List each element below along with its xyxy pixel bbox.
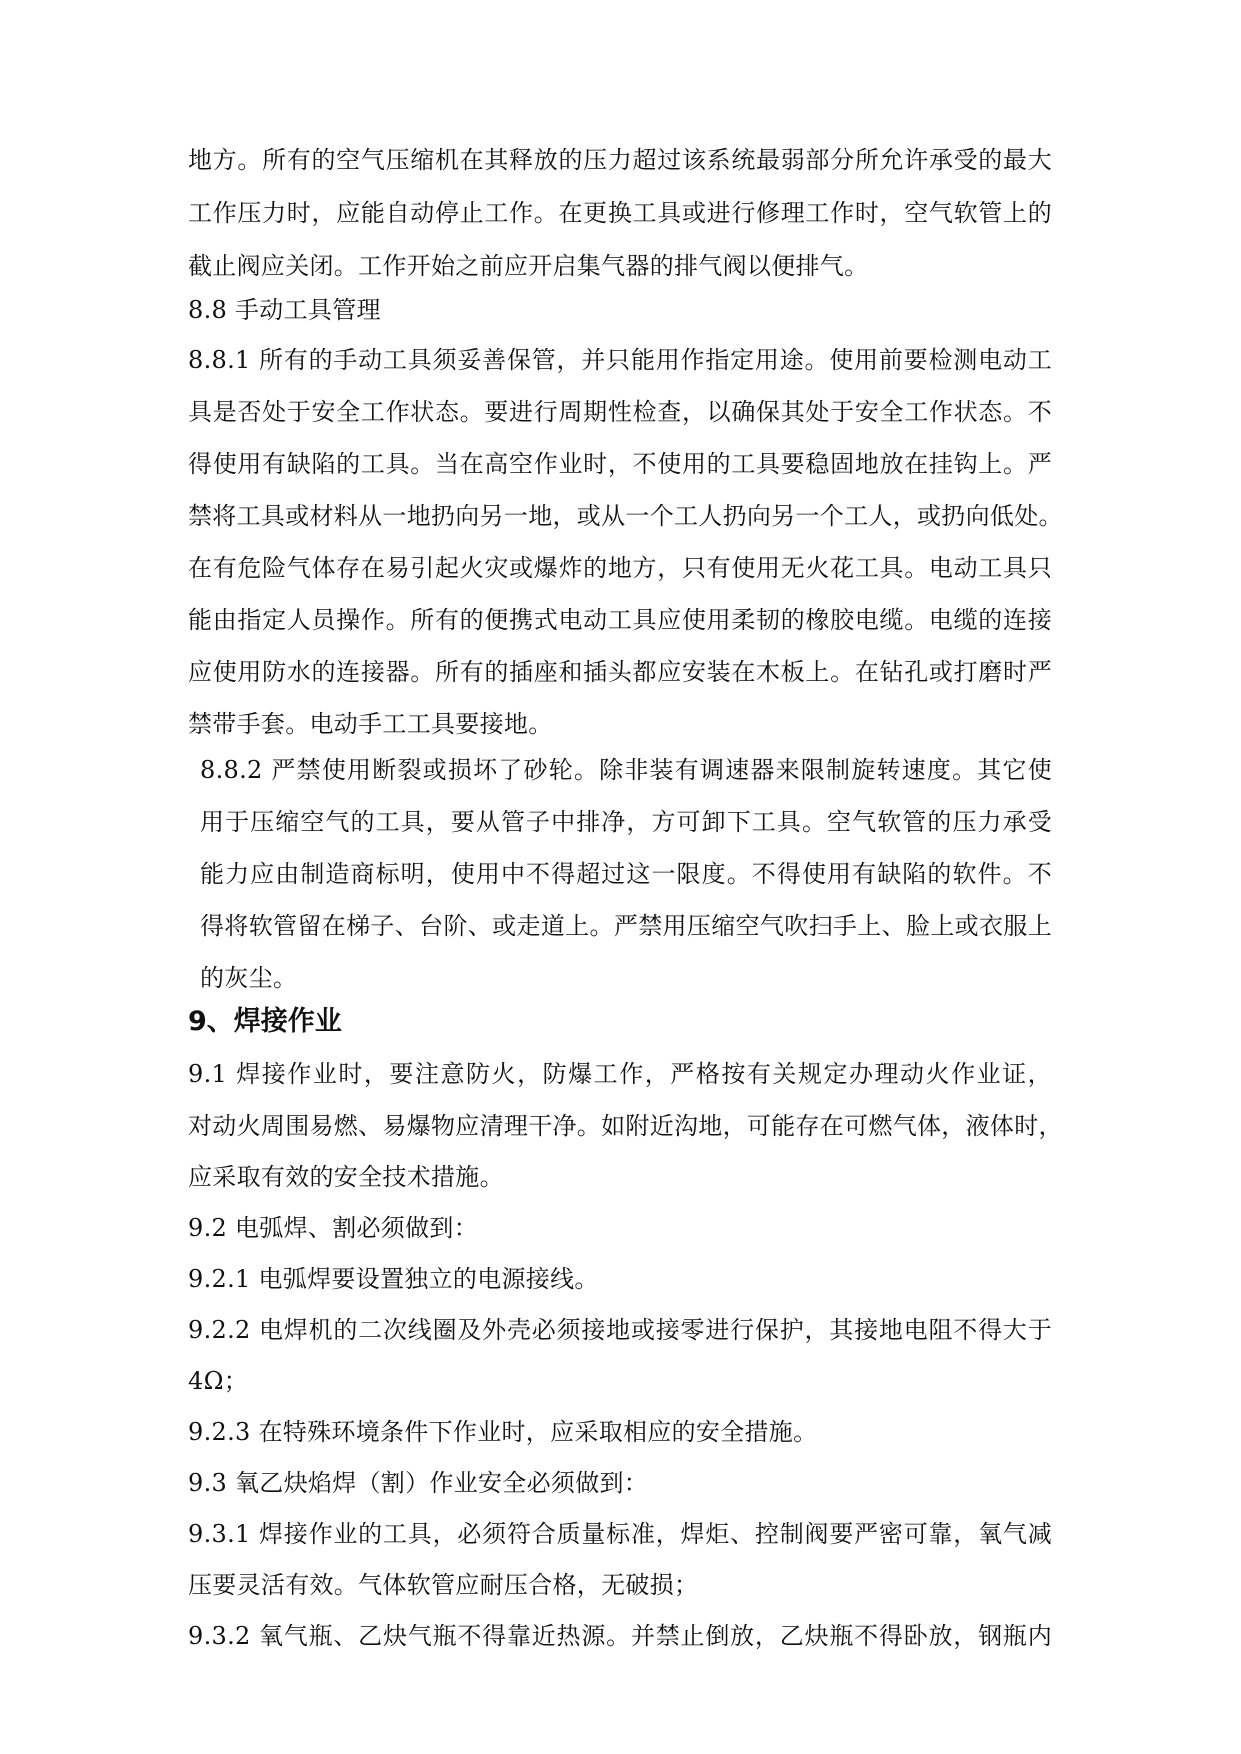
paragraph-line: 9.2.2 电焊机的二次线圈及外壳必须接地或接零进行保护，其接地电阻不得大于 <box>188 1316 1052 1344</box>
paragraph-line: 9.3.1 焊接作业的工具，必须符合质量标准，焊炬、控制阀要严密可靠，氧气减 <box>188 1520 1052 1548</box>
paragraph-line: 9.3.2 氧气瓶、乙炔气瓶不得靠近热源。并禁止倒放，乙炔瓶不得卧放，钢瓶内 <box>188 1622 1052 1650</box>
paragraph-line: 得将软管留在梯子、台阶、或走道上。严禁用压缩空气吹扫手上、脸上或衣服上 <box>200 912 1052 940</box>
paragraph-line: 应采取有效的安全技术措施。 <box>188 1163 504 1191</box>
paragraph-line: 对动火周围易燃、易爆物应清理干净。如附近沟地，可能存在可燃气体，液体时， <box>188 1112 1063 1140</box>
paragraph-line: 8.8.1 所有的手动工具须妥善保管，并只能用作指定用途。使用前要检测电动工 <box>188 346 1052 374</box>
paragraph-line: 9.1 焊接作业时，要注意防火，防爆工作，严格按有关规定办理动火作业证， <box>188 1060 1052 1088</box>
paragraph-line: 能由指定人员操作。所有的便携式电动工具应使用柔韧的橡胶电缆。电缆的连接 <box>188 606 1052 634</box>
paragraph-line: 压要灵活有效。气体软管应耐压合格，无破损； <box>188 1571 699 1599</box>
paragraph-line: 能力应由制造商标明，使用中不得超过这一限度。不得使用有缺陷的软件。不 <box>200 860 1052 888</box>
section-heading-9-3: 9.3 氧乙炔焰焊（割）作业安全必须做到： <box>188 1469 649 1497</box>
section-heading-8-8: 8.8 手动工具管理 <box>188 296 381 324</box>
paragraph-line: 9.2.1 电弧焊要设置独立的电源接线。 <box>188 1265 599 1293</box>
paragraph-line: 地方。所有的空气压缩机在其释放的压力超过该系统最弱部分所允许承受的最大 <box>188 146 1052 174</box>
paragraph-line: 禁将工具或材料从一地扔向另一地，或从一个工人扔向另一个工人，或扔向低处。 <box>188 502 1063 530</box>
paragraph-line: 得使用有缺陷的工具。当在高空作业时，不使用的工具要稳固地放在挂钩上。严 <box>188 450 1052 478</box>
paragraph-line: 工作压力时，应能自动停止工作。在更换工具或进行修理工作时，空气软管上的 <box>188 199 1052 227</box>
paragraph-line: 在有危险气体存在易引起火灾或爆炸的地方，只有使用无火花工具。电动工具只 <box>188 554 1052 582</box>
paragraph-line: 的灰尘。 <box>200 964 298 992</box>
paragraph-line: 应使用防水的连接器。所有的插座和插头都应安装在木板上。在钻孔或打磨时严 <box>188 658 1052 686</box>
paragraph-line: 具是否处于安全工作状态。要进行周期性检查，以确保其处于安全工作状态。不 <box>188 398 1052 426</box>
paragraph-line: 9.2.3 在特殊环境条件下作业时，应采取相应的安全措施。 <box>188 1418 818 1446</box>
paragraph-line: 禁带手套。电动手工工具要接地。 <box>188 710 553 738</box>
paragraph-line: 用于压缩空气的工具，要从管子中排净，方可卸下工具。空气软管的压力承受 <box>200 808 1052 836</box>
paragraph-line: 4Ω； <box>188 1367 249 1395</box>
section-heading-9-2: 9.2 电弧焊、割必须做到： <box>188 1214 478 1242</box>
section-heading-9: 9、焊接作业 <box>188 1006 342 1037</box>
paragraph-line: 截止阀应关闭。工作开始之前应开启集气器的排气阀以便排气。 <box>188 252 869 280</box>
paragraph-line: 8.8.2 严禁使用断裂或损坏了砂轮。除非装有调速器来限制旋转速度。其它使 <box>200 756 1052 784</box>
